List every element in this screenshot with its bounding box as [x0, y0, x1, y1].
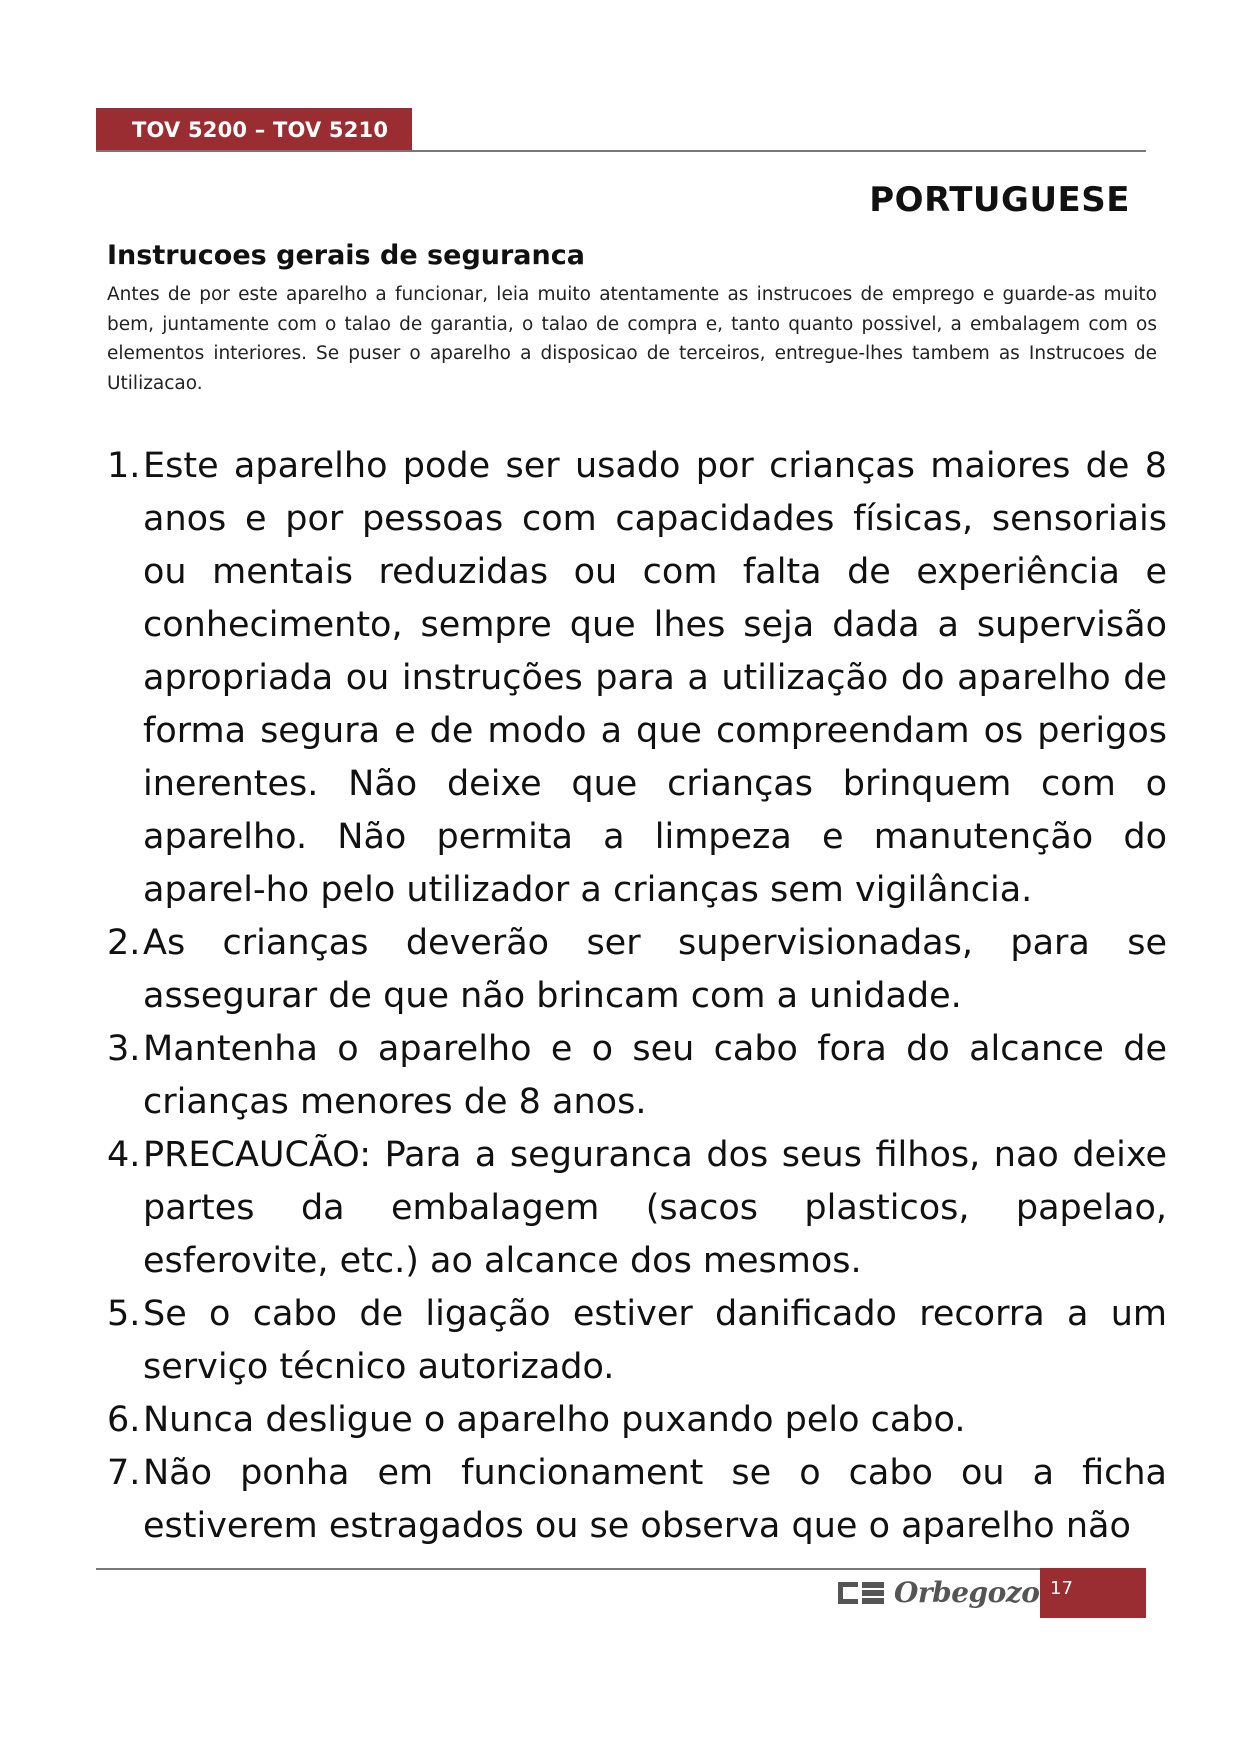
page-number: 17	[1050, 1578, 1073, 1599]
list-item	[107, 440, 1167, 917]
item-text: Este aparelho pode ser usado por crianças maiores de 8 anos e por pessoas com capacidades físicas, sensoriais ou mentais reduzidas ou com falta de experiência e conhecimento, sempre que lhes seja dada a supervisão apropriada ou instruções para a utilização do aparelho de forma segura e de modo a que compreendam os perigos inerentes. Não deixe que crianças brinquem com o aparelho. Não permita a limpeza e manutenção do aparel-ho pelo utilizador a crianças sem vigilância.	[143, 446, 1167, 910]
list-item	[107, 1447, 1167, 1553]
brand-name: Orbegozo	[894, 1576, 1040, 1609]
item-text: Mantenha o aparelho e o seu cabo fora do alcance de crianças menores de 8 anos.	[143, 1029, 1167, 1122]
header-divider	[96, 150, 1146, 152]
item-text: Nunca desligue o aparelho puxando pelo cabo.	[143, 1400, 966, 1440]
language-title: PORTUGUESE	[869, 180, 1130, 220]
list-item	[107, 917, 1167, 1023]
item-number: 5.	[107, 1294, 141, 1334]
model-label: TOV 5200 – TOV 5210	[132, 117, 389, 142]
list-item	[107, 1288, 1167, 1394]
footer-divider	[96, 1568, 1146, 1570]
intro-paragraph: Antes de por este aparelho a funcionar, leia muito atentamente as instrucoes de emprego e guarde-as muito bem, juntamente com o talao de garantia, o talao de compra e, tanto quanto possivel, a embalagem com os elementos interiores. Se puser o aparelho a disposicao de terceiros, entregue-lhes tambem as Instrucoes de Utilizacao.	[107, 284, 1157, 394]
item-text: Se o cabo de ligação estiver danificado recorra a um serviço técnico autorizado.	[143, 1294, 1167, 1387]
item-number: 2.	[107, 923, 141, 963]
item-number: 7.	[107, 1453, 141, 1493]
item-number: 1.	[107, 446, 141, 486]
page-number-box	[1040, 1568, 1146, 1618]
item-text: Não ponha em funcionament se o cabo ou a ficha estiverem estragados ou se observa que o aparelho não	[143, 1453, 1167, 1546]
list-item	[107, 1394, 1167, 1447]
list-item	[107, 1129, 1167, 1288]
safety-instructions-list	[107, 440, 1167, 1553]
brand-logo	[838, 1576, 1039, 1609]
model-header-tab	[96, 108, 412, 151]
item-text: PRECAUCÃO: Para a seguranca dos seus filhos, nao deixe partes da embalagem (sacos plasticos, papelao, esferovite, etc.) ao alcance dos mesmos.	[143, 1135, 1167, 1281]
section-title: Instrucoes gerais de seguranca	[107, 240, 585, 271]
item-text: As crianças deverão ser supervisionadas, para se assegurar de que não brincam com a unidade.	[143, 923, 1167, 1016]
item-number: 6.	[107, 1400, 141, 1440]
brand-mark-icon	[838, 1580, 884, 1606]
item-number: 3.	[107, 1029, 141, 1069]
item-number: 4.	[107, 1135, 141, 1175]
list-item	[107, 1023, 1167, 1129]
